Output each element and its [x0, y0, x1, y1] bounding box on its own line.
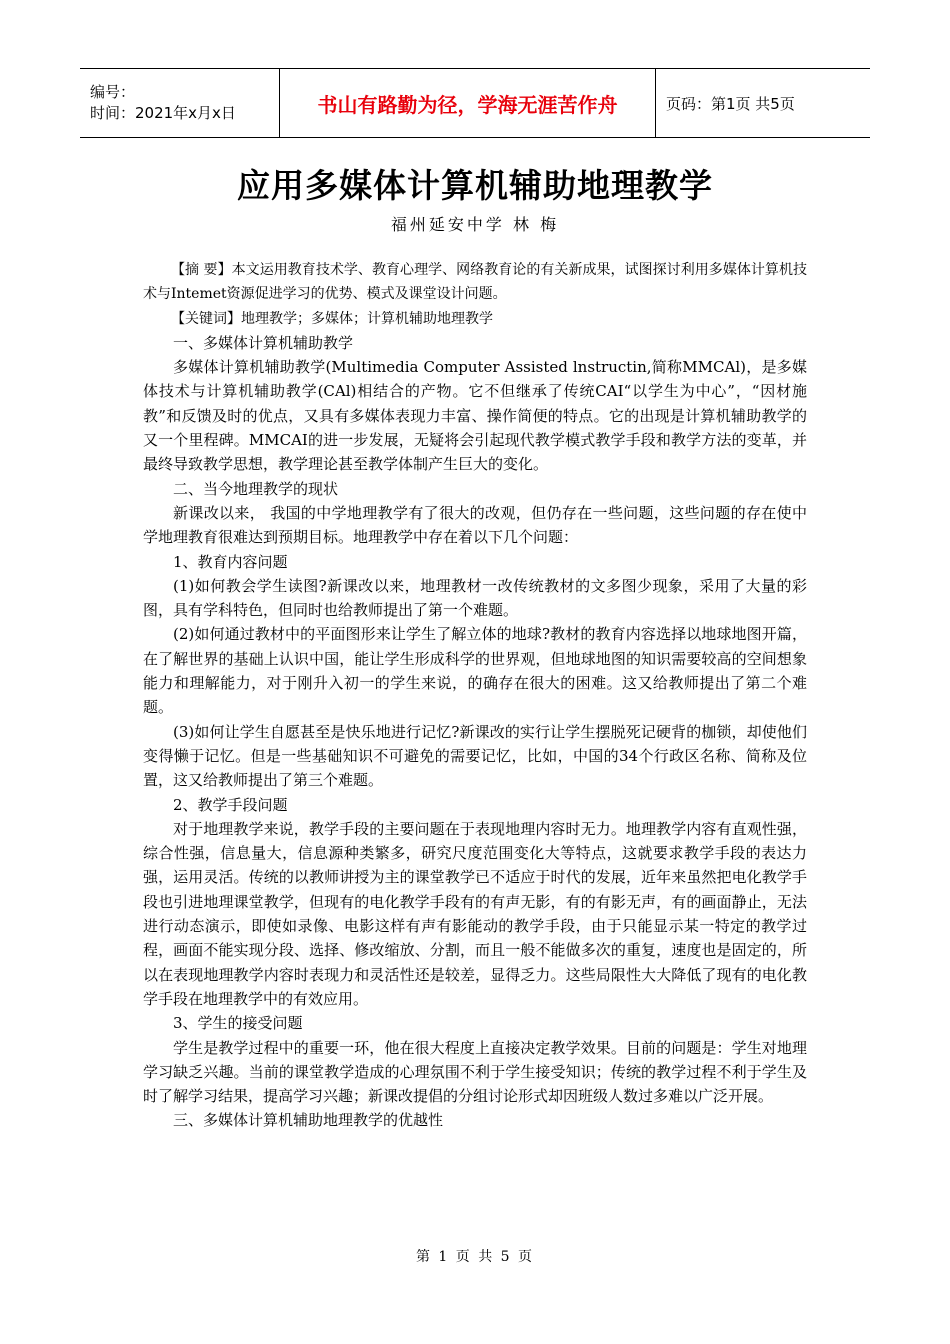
paragraph: (1)如何教会学生读图?新课改以来，地理教材一改传统教材的文多图少现象，采用了大量的彩图，具有学科特色，但同时也给教师提出了第一个难题。 — [143, 576, 807, 620]
subsection-heading: 3、学生的接受问题 — [173, 1014, 303, 1033]
section-heading: 三、多媒体计算机辅助地理教学的优越性 — [173, 1111, 444, 1130]
subsection-heading: 1、教育内容问题 — [173, 552, 288, 571]
time-label: 时间：2021年x月x日 — [90, 104, 236, 122]
paragraph: (3)如何让学生自愿甚至是快乐地进行记忆?新课改的实行让学生摆脱死记硬背的枷锁，却使他们变得懒于记忆。但是一些基础知识不可避免的需要记忆，比如，中国的34个行政区名称、简称及位置，这又给教师提出了第三个难题。 — [143, 722, 807, 790]
abstract: 【摘 要】本文运用教育技术学、教育心理学、网络教育论的有关新成果，试图探讨利用多媒体计算机技术与Intemet资源促进学习的优势、模式及课堂设计问题。 — [143, 262, 807, 303]
paragraph: 多媒体计算机辅助教学(Multimedia Computer Assisted lnstructin,简称MMCAl)，是多媒体技术与计算机辅助教学(CAl)相结合的产物。它不但继承了传统CAI“以学生为中心”，“因材施教”和反馈及时的优点，又具有多媒体表现力丰富、操作简便的特点。它的出现是计算机辅助教学的又一个里程碑。MMCAI的进一步发展，无疑将会引起现代教学模式教学手段和教学方法的变革，并最终导致教学思想，教学理论甚至教学体制产生巨大的变化。 — [143, 358, 807, 474]
header-meta — [80, 69, 280, 137]
document-title: 应用多媒体计算机辅助地理教学 — [237, 166, 713, 205]
paragraph: (2)如何通过教材中的平面图形来让学生了解立体的地球?教材的教育内容选择以地球地图开篇，在了解世界的基础上认识中国，能让学生形成科学的世界观，但地球地图的知识需要较高的空间想象能力和理解能力，对于刚升入初一的学生来说，的确存在很大的困难。这又给教师提出了第二个难题。 — [143, 625, 807, 717]
keywords: 【关键词】地理教学；多媒体；计算机辅助地理教学 — [171, 310, 493, 327]
header-table — [80, 68, 870, 138]
paragraph: 对于地理教学来说，教学手段的主要问题在于表现地理内容时无力。地理教学内容有直观性强，综合性强，信息量大，信息源种类繁多，研究尺度范围变化大等特点，这就要求教学手段的表达力强，运用灵活。传统的以教师讲授为主的课堂教学已不适应于时代的发展，近年来虽然把电化教学手段也引进地理课堂教学，但现有的电化教学手段有的有声无影，有的有影无声，有的画面静止，无法进行动态演示，即使如录像、电影这样有声有影能动的教学手段，由于只能显示某一特定的教学过程，画面不能实现分段、选择、修改缩放、分割，而且一般不能做多次的重复，速度也是固定的，所以在表现地理教学内容时表现力和灵活性还是较差，显得乏力。这些局限性大大降低了现有的电化教学手段在地理教学中的有效应用。 — [143, 819, 807, 1008]
page-footer: 第 1 页 共 5 页 — [415, 1249, 535, 1265]
header-page-cell — [656, 69, 870, 137]
author-line: 福州延安中学 林 梅 — [390, 215, 560, 234]
header-motto-cell — [280, 69, 656, 137]
document-body — [143, 258, 807, 1133]
subsection-heading: 2、教学手段问题 — [173, 795, 288, 814]
paragraph: 新课改以来， 我国的中学地理教学有了很大的改观，但仍存在一些问题，这些问题的存在使中学地理教育很难达到预期目标。地理教学中存在着以下几个问题： — [143, 503, 807, 547]
section-heading: 二、当今地理教学的现状 — [173, 479, 339, 498]
code-label: 编号： — [90, 83, 136, 101]
paragraph: 学生是教学过程中的重要一环，他在很大程度上直接决定教学效果。目前的问题是：学生对地理学习缺乏兴趣。当前的课堂教学造成的心理氛围不利于学生接受知识；传统的教学过程不利于学生及时了解学习结果，提高学习兴趣；新课改提倡的分组讨论形式却因班级人数过多难以广泛开展。 — [143, 1038, 807, 1106]
motto: 书山有路勤为径，学海无涯苦作舟 — [317, 92, 618, 117]
section-heading: 一、多媒体计算机辅助教学 — [173, 333, 354, 352]
page-info: 页码：第1页 共5页 — [666, 94, 795, 113]
